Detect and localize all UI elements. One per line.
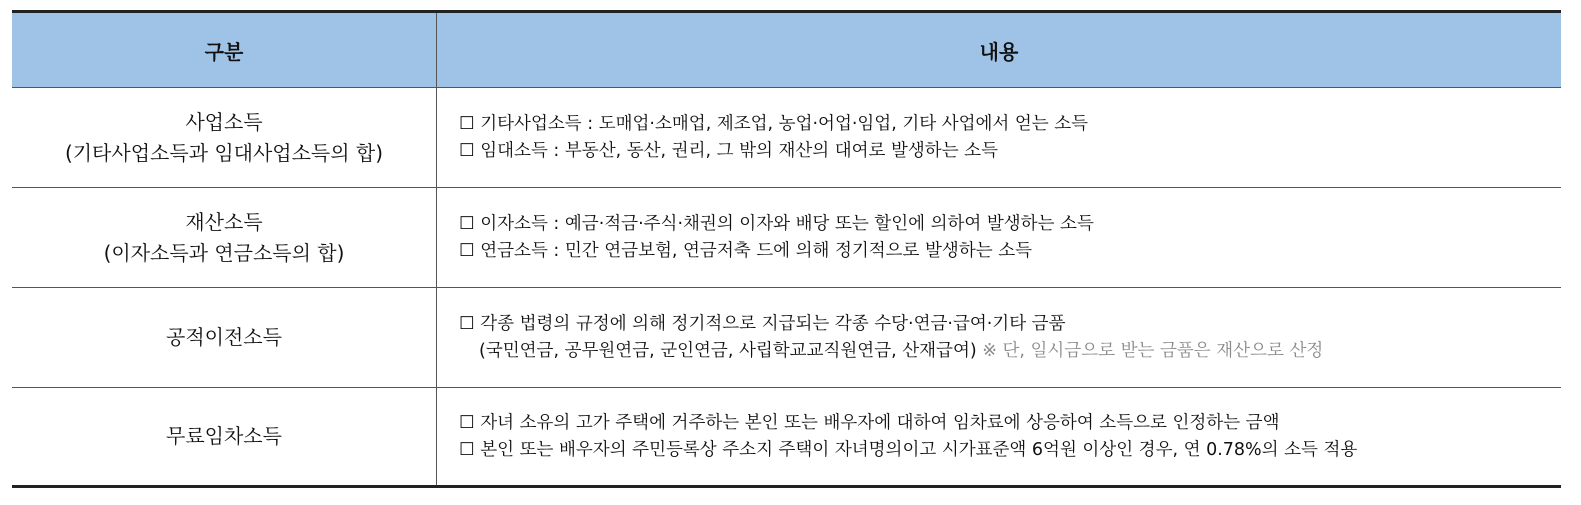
category-label: 사업소득 bbox=[185, 109, 263, 134]
category-sublabel: (이자소득과 연금소득의 합) bbox=[103, 240, 345, 265]
content-line: ☐ 이자소득 : 예금·적금·주식·채권의 이자와 배당 또는 할인에 의하여 발생하는 소득 bbox=[459, 213, 1094, 234]
header-content: 내용 bbox=[979, 39, 1019, 64]
category-sublabel: (기타사업소득과 임대사업소득의 합) bbox=[64, 140, 384, 165]
table-row-business-income bbox=[12, 88, 1561, 188]
content-line: ☐ 임대소득 : 부동산, 동산, 권리, 그 밖의 재산의 대여로 발생하는 소득 bbox=[459, 140, 998, 161]
table-row-free-rent-income bbox=[12, 388, 1561, 485]
content-cell bbox=[437, 88, 1561, 187]
category-cell bbox=[12, 288, 437, 387]
content-cell bbox=[437, 188, 1561, 287]
content-cell bbox=[437, 288, 1561, 387]
category-label: 무료임차소득 bbox=[166, 424, 282, 448]
content-text: (국민연금, 공무원연금, 군인연금, 사립학교교직원연금, 산재급여) bbox=[479, 340, 977, 361]
content-line: ☐ 기타사업소득 : 도매업·소매업, 제조업, 농업·어업·임업, 기타 사업에서 얻는 소득 bbox=[459, 113, 1089, 134]
content-cell bbox=[437, 388, 1561, 485]
content-line bbox=[459, 338, 1561, 365]
content-line: ☐ 본인 또는 배우자의 주민등록상 주소지 주택이 자녀명의이고 시가표준액 6억원 이상인 경우, 연 0.78%의 소득 적용 bbox=[459, 439, 1358, 460]
table-row-property-income bbox=[12, 188, 1561, 288]
footnote-text: ※ 단, 일시금으로 받는 금품은 재산으로 산정 bbox=[982, 340, 1324, 361]
table-header-row bbox=[12, 13, 1561, 88]
category-label: 재산소득 bbox=[185, 209, 263, 234]
content-line: ☐ 연금소득 : 민간 연금보험, 연금저축 드에 의해 정기적으로 발생하는 소득 bbox=[459, 240, 1033, 261]
category-label: 공적이전소득 bbox=[166, 325, 282, 349]
income-table bbox=[12, 10, 1561, 488]
header-category: 구분 bbox=[12, 13, 437, 87]
content-line: ☐ 각종 법령의 규정에 의해 정기적으로 지급되는 각종 수당·연금·급여·기타 금품 bbox=[459, 313, 1066, 334]
category-cell bbox=[12, 388, 437, 485]
content-line: ☐ 자녀 소유의 고가 주택에 거주하는 본인 또는 배우자에 대하여 임차료에 상응하여 소득으로 인정하는 금액 bbox=[459, 412, 1280, 433]
category-cell bbox=[12, 188, 437, 287]
table-row-public-transfer-income bbox=[12, 288, 1561, 388]
category-cell bbox=[12, 88, 437, 187]
